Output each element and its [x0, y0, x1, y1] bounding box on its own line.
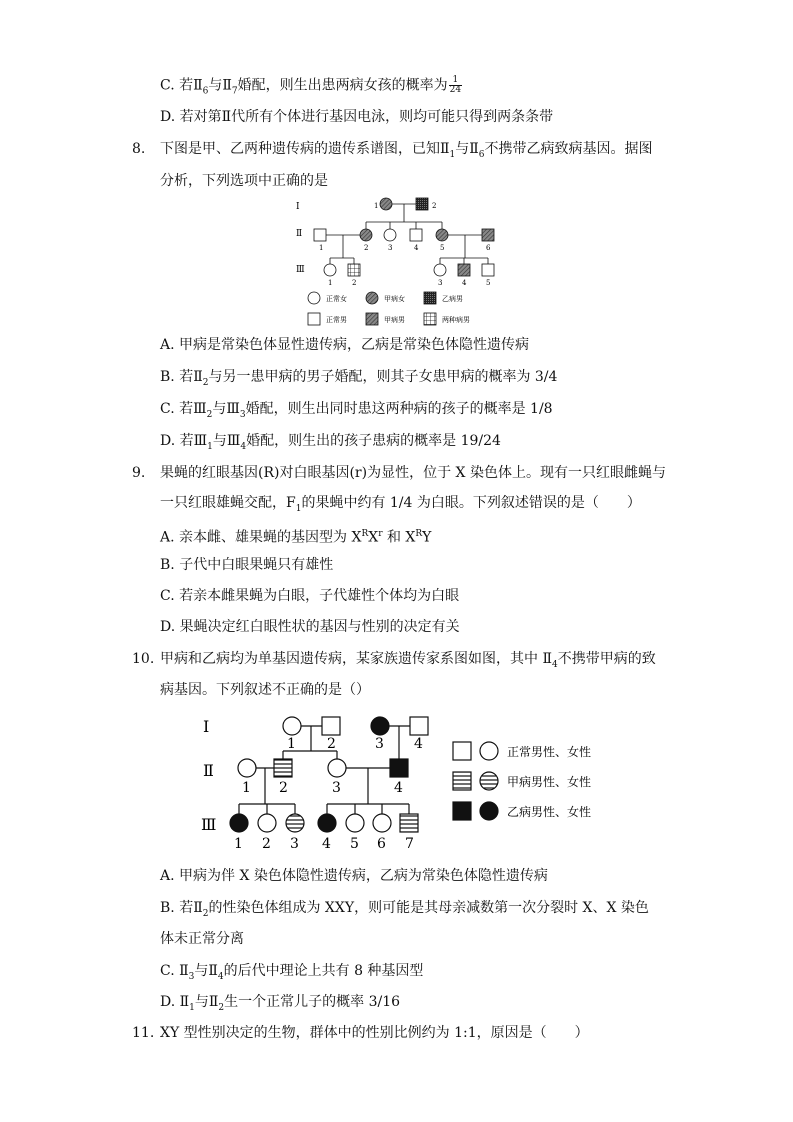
q9-number: 9.	[132, 465, 146, 481]
q10-III2-normal-female	[258, 814, 276, 832]
legend-label: 正常女	[326, 295, 347, 303]
q10-III7-a-male	[400, 814, 418, 832]
q8-number: 8.	[132, 141, 146, 157]
num: 3	[375, 736, 384, 752]
legend-label: 甲病男性、女性	[507, 775, 592, 789]
legend-normal-male-symbol	[308, 313, 320, 325]
q10-III6-normal-female	[373, 814, 391, 832]
legend-a-male-symbol	[453, 772, 471, 790]
legend-label: 甲病女	[384, 295, 405, 303]
q10-I1-normal-female	[283, 717, 301, 735]
q11-number: 11.	[132, 1025, 155, 1041]
q8-pedigree-figure	[290, 192, 510, 332]
num: 5	[440, 244, 445, 252]
legend-a-female-symbol	[366, 292, 378, 304]
q8-II6-affected-a-male	[482, 229, 494, 241]
fraction: $\frac{1}{24}$	[449, 75, 462, 95]
q7-option-c: C. 若$Ⅱ_6$与$Ⅱ_7$婚配，则生出患两病女孩的概率为 $\frac{1}{24}$	[160, 75, 462, 97]
q7-option-d: D. 若对第Ⅱ代所有个体进行基因电泳，则均可能只得到两条条带	[160, 109, 554, 125]
num: 2	[327, 736, 336, 752]
q8-II2-affected-a-female	[360, 229, 372, 241]
gen-label-1: Ⅰ	[296, 202, 300, 212]
gen-label-1: Ⅰ	[203, 717, 210, 736]
q10-option-b-line2: 体未正常分离	[160, 931, 244, 947]
q8-III4-affected-a-male	[458, 264, 470, 276]
num: 2	[352, 279, 357, 287]
legend-label: 正常男性、女性	[507, 745, 592, 759]
q10-III5-normal-female	[346, 814, 364, 832]
num: 4	[394, 780, 403, 796]
q8-option-d: D. 若$Ⅲ_1$与$Ⅲ_4$婚配，则生出的孩子患病的概率是 19/24	[160, 433, 501, 452]
legend-normal-male-symbol	[453, 742, 471, 760]
q10-I4-normal-male	[410, 717, 428, 735]
q10-II3-normal-female	[328, 759, 346, 777]
num: 1	[234, 836, 243, 852]
num: 3	[438, 279, 443, 287]
q10-II1-normal-female	[238, 759, 256, 777]
num: 4	[414, 244, 419, 252]
num: 4	[414, 736, 423, 752]
q9-stem-line2: 一只红眼雄蝇交配，$F_1$的果蝇中约有 1/4 为白眼。下列叙述错误的是（ ）	[160, 495, 641, 514]
q10-stem-line2: 病基因。下列叙述不正确的是（）	[160, 682, 370, 698]
num: 1	[328, 279, 333, 287]
legend-a-male-symbol	[366, 313, 378, 325]
legend-normal-female-symbol	[308, 292, 320, 304]
legend-a-female-symbol	[480, 772, 498, 790]
q8-III5-normal-male	[482, 264, 494, 276]
q10-III3-a-female	[286, 814, 304, 832]
q8-II3-normal-female	[384, 229, 396, 241]
q10-option-a: A. 甲病为伴 X 染色体隐性遗传病，乙病为常染色体隐性遗传病	[160, 868, 548, 884]
q11-stem: XY 型性别决定的生物，群体中的性别比例约为 1:1，原因是（ ）	[160, 1025, 589, 1041]
q8-I2-affected-b-male	[416, 198, 428, 210]
legend-label: 甲病男	[384, 316, 405, 324]
num: 2	[279, 780, 288, 796]
num: 2	[262, 836, 271, 852]
q10-II4-b-male	[390, 759, 408, 777]
q9-option-a: A. 亲本雌、雄果蝇的基因型为 $X^RX^r$ 和 $X^RY$	[160, 529, 432, 546]
q9-stem: 果蝇的红眼基因(R)对白眼基因(r)为显性，位于 X 染色体上。现有一只红眼雌蝇与	[160, 465, 666, 481]
gen-label-2: Ⅱ	[296, 229, 303, 239]
num: 5	[486, 279, 491, 287]
q8-option-b: B. 若$Ⅱ_2$与另一患甲病的男子婚配，则其子女患甲病的概率为 3/4	[160, 369, 558, 388]
legend-label: 两种病男	[442, 316, 470, 324]
q8-option-c: C. 若$Ⅲ_2$与$Ⅲ_3$婚配，则生出同时患这两种病的孩子的概率是 1/8	[160, 401, 553, 420]
num: 3	[388, 244, 393, 252]
q10-III1-b-female	[230, 814, 248, 832]
legend-normal-female-symbol	[480, 742, 498, 760]
q8-II5-affected-a-female	[436, 229, 448, 241]
gen-label-3: Ⅲ	[296, 265, 305, 275]
num: 3	[332, 780, 341, 796]
q8-I1-affected-a-female	[380, 198, 392, 210]
num: 2	[432, 202, 437, 210]
num: 4	[462, 279, 467, 287]
q8-stem-line2: 分析，下列选项中正确的是	[160, 173, 328, 189]
legend-b-male-symbol	[453, 802, 471, 820]
num: 6	[377, 836, 386, 852]
q9-option-d: D. 果蝇决定红白眼性状的基因与性别的决定有关	[160, 619, 460, 635]
num: 3	[290, 836, 299, 852]
legend-label: 正常男	[326, 316, 347, 324]
q10-pedigree-figure	[195, 706, 615, 856]
num: 1	[287, 736, 296, 752]
num: 6	[486, 244, 491, 252]
q10-option-d: D. $Ⅱ_1$与$Ⅱ_2$生一个正常儿子的概率 3/16	[160, 994, 401, 1013]
q10-stem: 甲病和乙病均为单基因遗传病，某家族遗传家系图如图，其中 $Ⅱ_4$不携带甲病的致	[160, 651, 656, 670]
legend-b-male-symbol	[424, 292, 436, 304]
legend-both-male-symbol	[424, 313, 436, 325]
q10-I2-normal-male	[322, 717, 340, 735]
num: 2	[364, 244, 369, 252]
gen-label-2: Ⅱ	[203, 761, 214, 780]
q8-option-a: A. 甲病是常染色体显性遗传病，乙病是常染色体隐性遗传病	[160, 337, 530, 353]
q10-number: 10.	[132, 651, 155, 667]
q10-option-b: B. 若$Ⅱ_2$的性染色体组成为 XXY，则可能是其母亲减数第一次分裂时 X、X 染色	[160, 900, 649, 919]
q10-I3-b-female	[371, 717, 389, 735]
q9-option-c: C. 若亲本雌果蝇为白眼，子代雄性个体均为白眼	[160, 588, 460, 604]
num: 1	[374, 202, 379, 210]
num: 1	[319, 244, 324, 252]
q8-III3-normal-female	[434, 264, 446, 276]
q8-stem: 下图是甲、乙两种遗传病的遗传系谱图，已知$Ⅱ_1$与$Ⅱ_6$不携带乙病致病基因。据图	[160, 141, 653, 160]
legend-label: 乙病男性、女性	[507, 805, 592, 819]
num: 4	[322, 836, 331, 852]
legend-label: 乙病男	[442, 295, 463, 303]
gen-label-3: Ⅲ	[201, 815, 217, 834]
q8-II4-normal-male	[410, 229, 422, 241]
q8-III1-normal-female	[324, 264, 336, 276]
legend-b-female-symbol	[480, 802, 498, 820]
q10-III4-b-female	[318, 814, 336, 832]
q8-III2-both-diseases-male	[348, 264, 360, 276]
num: 7	[405, 836, 414, 852]
q10-option-c: C. $Ⅱ_3$与$Ⅱ_4$的后代中理论上共有 8 种基因型	[160, 963, 424, 982]
num: 5	[350, 836, 359, 852]
q10-II2-a-male	[274, 759, 292, 777]
q9-option-b: B. 子代中白眼果蝇只有雄性	[160, 557, 334, 573]
q8-II1-normal-male	[314, 229, 326, 241]
num: 1	[242, 780, 251, 796]
